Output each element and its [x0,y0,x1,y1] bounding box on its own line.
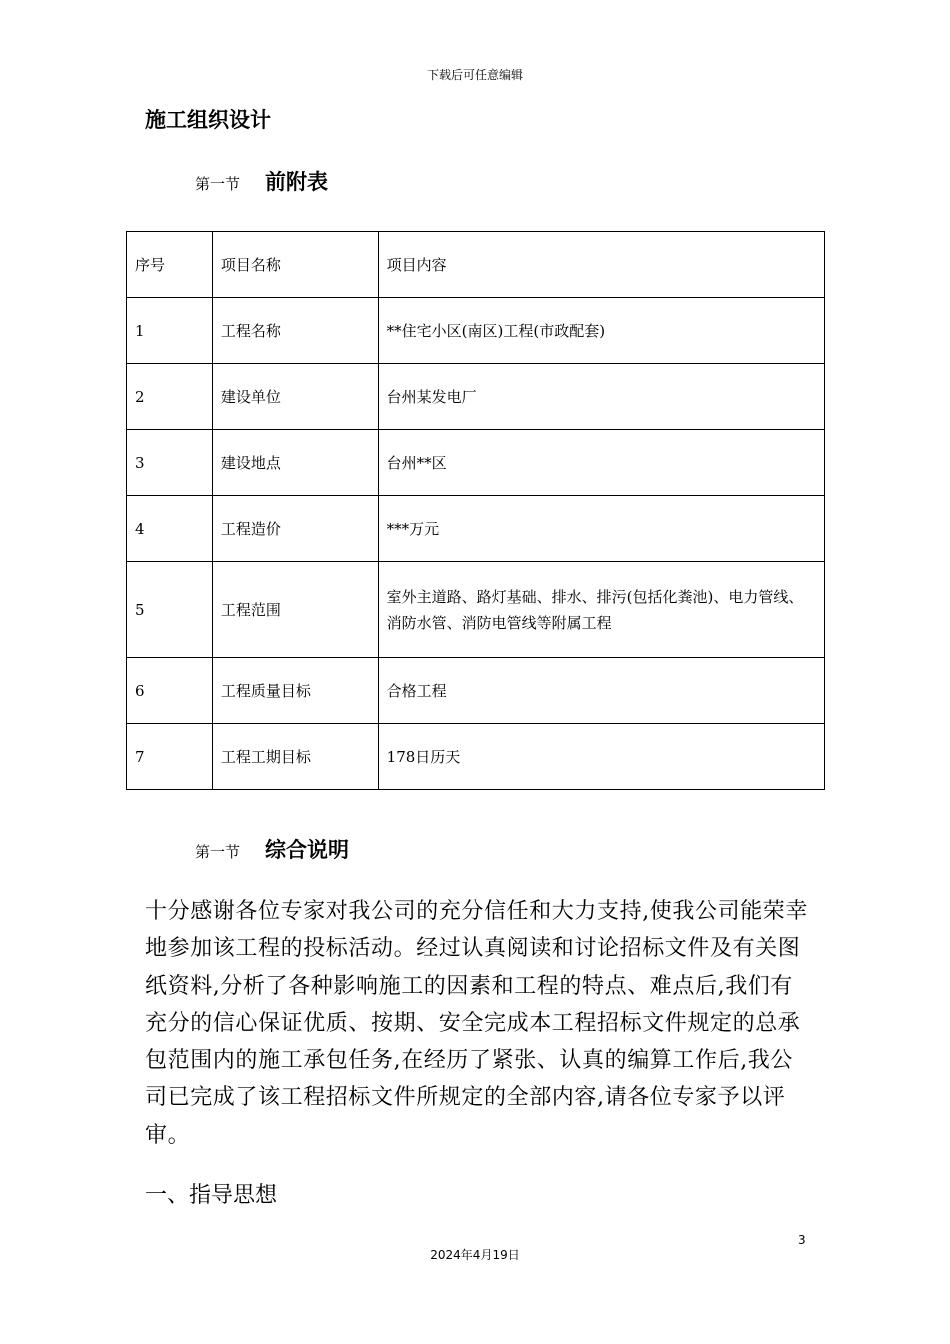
section-heading-annex [195,166,328,196]
table-cell-index: 3 [127,430,213,496]
section-heading-overview [195,834,349,864]
table-cell-item-content: 178日历天 [378,724,824,790]
footer-date: 2024年4月19日 [430,1248,520,1262]
table-cell-index: 1 [127,298,213,364]
table-cell-item-content: 合格工程 [378,658,824,724]
table-row [127,364,825,430]
table-row [127,430,825,496]
table-cell-index: 2 [127,364,213,430]
header-note: 下载后可任意编辑 [426,68,523,82]
document-title: 施工组织设计 [145,108,271,132]
table-cell-index: 5 [127,562,213,658]
page-number: 3 [798,1233,806,1247]
header-cell-item-name: 项目名称 [212,232,378,298]
section-title: 综合说明 [265,838,349,862]
table-cell-index: 4 [127,496,213,562]
table-row [127,724,825,790]
body-paragraph: 十分感谢各位专家对我公司的充分信任和大力支持,使我公司能荣幸地参加该工程的投标活动。经过认真阅读和讨论招标文件及有关图纸资料,分析了各种影响施工的因素和工程的特点、难点后,我们有充分的信心保证优质、按期、安全完成本工程招标文件规定的总承包范围内的施工承包任务,在经历了紧张、认真的编算工作后,我公司已完成了该工程招标文件所规定的全部内容,请各位专家予以评审。 [145,899,808,1148]
section-title: 前附表 [265,170,328,194]
table-cell-item-name: 工程造价 [212,496,378,562]
table-cell-item-content: 台州某发电厂 [378,364,824,430]
table-row [127,562,825,658]
table-cell-item-name: 建设地点 [212,430,378,496]
annex-table [126,231,825,790]
table-cell-item-content: **住宅小区(南区)工程(市政配套) [378,298,824,364]
table-cell-item-name: 工程名称 [212,298,378,364]
table-row [127,496,825,562]
table-cell-index: 6 [127,658,213,724]
table-cell-item-content: ***万元 [378,496,824,562]
subheading-guiding-ideology: 一、指导思想 [145,1183,278,1208]
table-cell-item-name: 工程质量目标 [212,658,378,724]
table-row [127,298,825,364]
table-cell-item-content: 室外主道路、路灯基础、排水、排污(包括化粪池)、电力管线、消防水管、消防电管线等附属工程 [378,562,824,658]
header-cell-item-content: 项目内容 [378,232,824,298]
table-cell-item-name: 建设单位 [212,364,378,430]
section-number: 第一节 [195,843,241,861]
section-number: 第一节 [195,175,241,193]
table-row [127,658,825,724]
table-header-row [127,232,825,298]
table-cell-item-content: 台州**区 [378,430,824,496]
table-cell-item-name: 工程工期目标 [212,724,378,790]
header-cell-index: 序号 [127,232,213,298]
table-cell-item-name: 工程范围 [212,562,378,658]
table-cell-index: 7 [127,724,213,790]
